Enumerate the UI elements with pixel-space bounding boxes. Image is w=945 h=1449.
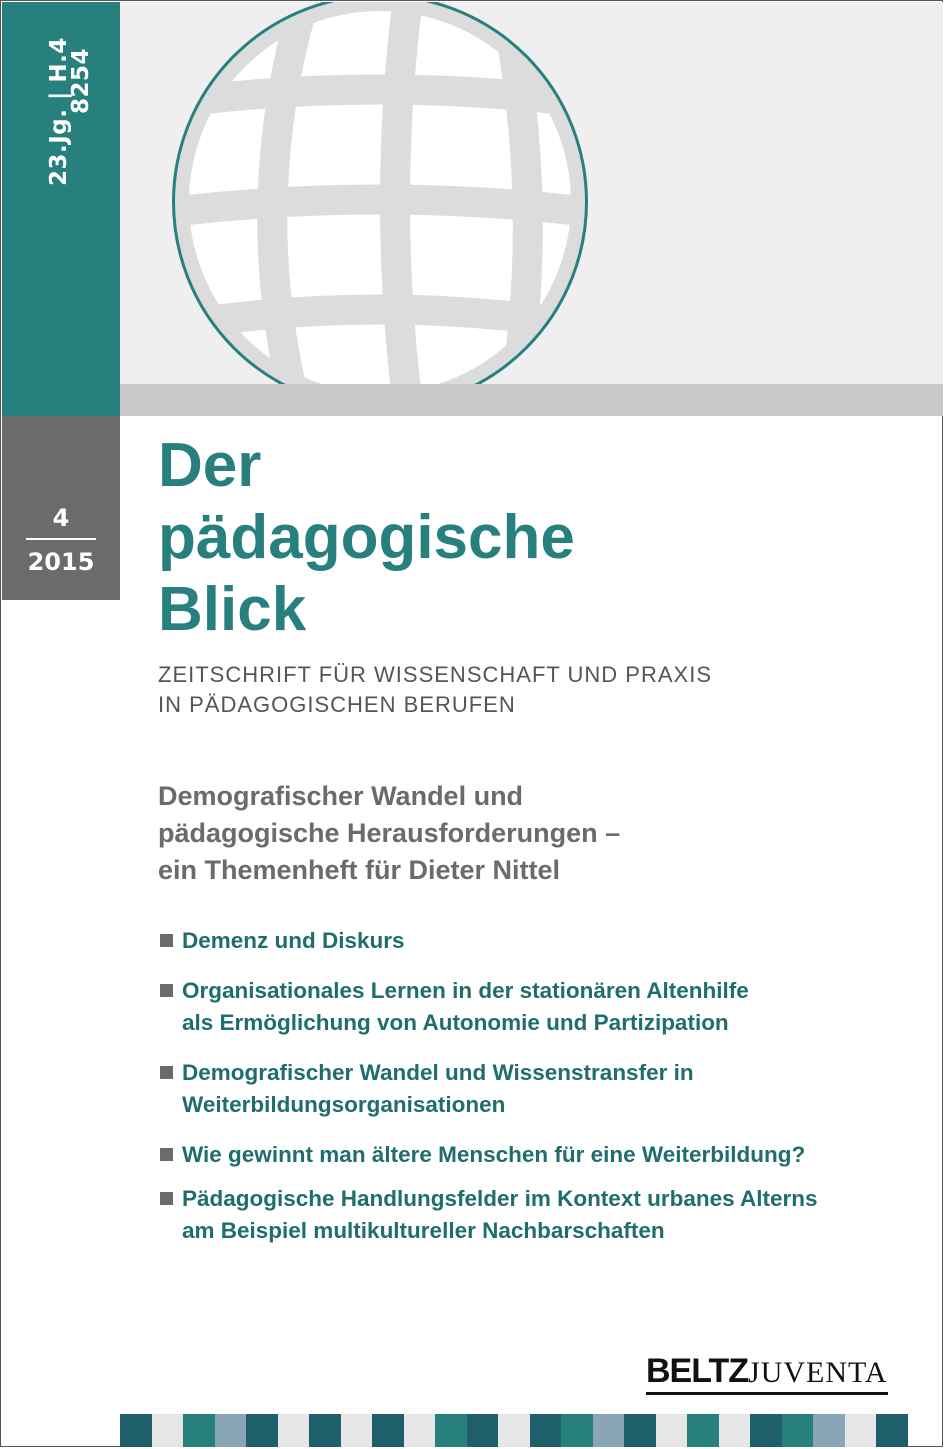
volume-issue-label: 23.Jg. | H.4 (46, 37, 72, 186)
title-line-1: Der (158, 431, 262, 500)
stripe-segment (467, 1414, 499, 1447)
spine-block (2, 2, 120, 416)
square-bullet-icon (160, 1066, 173, 1079)
table-of-contents (160, 925, 900, 1265)
square-bullet-icon (160, 934, 173, 947)
toc-item-line-1: Demenz und Diskurs (182, 928, 405, 953)
title-line-2: pädagogische (158, 503, 575, 572)
stripe-segment (278, 1414, 310, 1447)
issue-year: 2015 (27, 548, 95, 576)
stripe-segment (719, 1414, 751, 1447)
toc-item (160, 925, 900, 957)
spine-text (2, 2, 120, 416)
journal-subtitle (158, 660, 712, 720)
issue-divider (26, 538, 96, 540)
publisher-beltz: BELTZ (646, 1352, 749, 1390)
square-bullet-icon (160, 984, 173, 997)
stripe-segment (120, 1414, 152, 1447)
toc-item-line-2: Weiterbildungsorganisationen (182, 1092, 506, 1117)
publisher-juventa: JUVENTA (748, 1356, 888, 1389)
globe-icon (160, 2, 600, 386)
color-stripe-bar (120, 1414, 943, 1447)
stripe-segment (813, 1414, 845, 1447)
toc-item-line-2: am Beispiel multikultureller Nachbarschaften (182, 1218, 665, 1243)
issue-badge (2, 416, 120, 600)
toc-item (160, 1183, 900, 1247)
toc-item-line-1: Demografischer Wandel und Wissenstransfer in (182, 1060, 694, 1085)
theme-line-1: Demografischer Wandel und (158, 781, 524, 811)
stripe-segment (246, 1414, 278, 1447)
title-line-3: Blick (158, 575, 307, 644)
toc-item (160, 975, 900, 1039)
stripe-segment (404, 1414, 436, 1447)
toc-item (160, 1057, 900, 1121)
toc-item-line-1: Pädagogische Handlungsfelder im Kontext urbanes Alterns (182, 1186, 818, 1211)
stripe-segment (750, 1414, 782, 1447)
stripe-segment (876, 1414, 908, 1447)
stripe-segment (498, 1414, 530, 1447)
theme-line-3: ein Themenheft für Dieter Nittel (158, 855, 561, 885)
stripe-segment (183, 1414, 215, 1447)
issue-theme (158, 778, 620, 889)
toc-item (160, 1139, 900, 1171)
stripe-segment (687, 1414, 719, 1447)
subtitle-line-2: IN PÄDAGOGISCHEN BERUFEN (158, 692, 516, 717)
theme-line-2: pädagogische Herausforderungen – (158, 818, 621, 848)
publisher-logo (646, 1352, 888, 1392)
stripe-segment (152, 1414, 184, 1447)
toc-item-line-2: als Ermöglichung von Autonomie und Partizipation (182, 1010, 729, 1035)
stripe-segment (341, 1414, 373, 1447)
subtitle-line-1: ZEITSCHRIFT FÜR WISSENSCHAFT UND PRAXIS (158, 662, 713, 687)
toc-item-line-1: Wie gewinnt man ältere Menschen für eine Weiterbildung? (182, 1142, 806, 1167)
square-bullet-icon (160, 1148, 173, 1161)
grey-divider-bar (120, 384, 943, 416)
issn-number: 8254 (68, 47, 94, 114)
publisher-underline (646, 1392, 888, 1395)
square-bullet-icon (160, 1192, 173, 1205)
journal-title (158, 430, 575, 646)
stripe-segment (530, 1414, 562, 1447)
stripe-segment (435, 1414, 467, 1447)
stripe-segment (593, 1414, 625, 1447)
stripe-segment (624, 1414, 656, 1447)
stripe-segment (782, 1414, 814, 1447)
stripe-segment (309, 1414, 341, 1447)
stripe-segment (845, 1414, 877, 1447)
stripe-segment (561, 1414, 593, 1447)
stripe-segment (372, 1414, 404, 1447)
stripe-segment (215, 1414, 247, 1447)
toc-item-line-1: Organisationales Lernen in der stationären Altenhilfe (182, 978, 749, 1003)
issue-number: 4 (52, 504, 70, 532)
stripe-segment (656, 1414, 688, 1447)
globe-banner (120, 2, 943, 386)
